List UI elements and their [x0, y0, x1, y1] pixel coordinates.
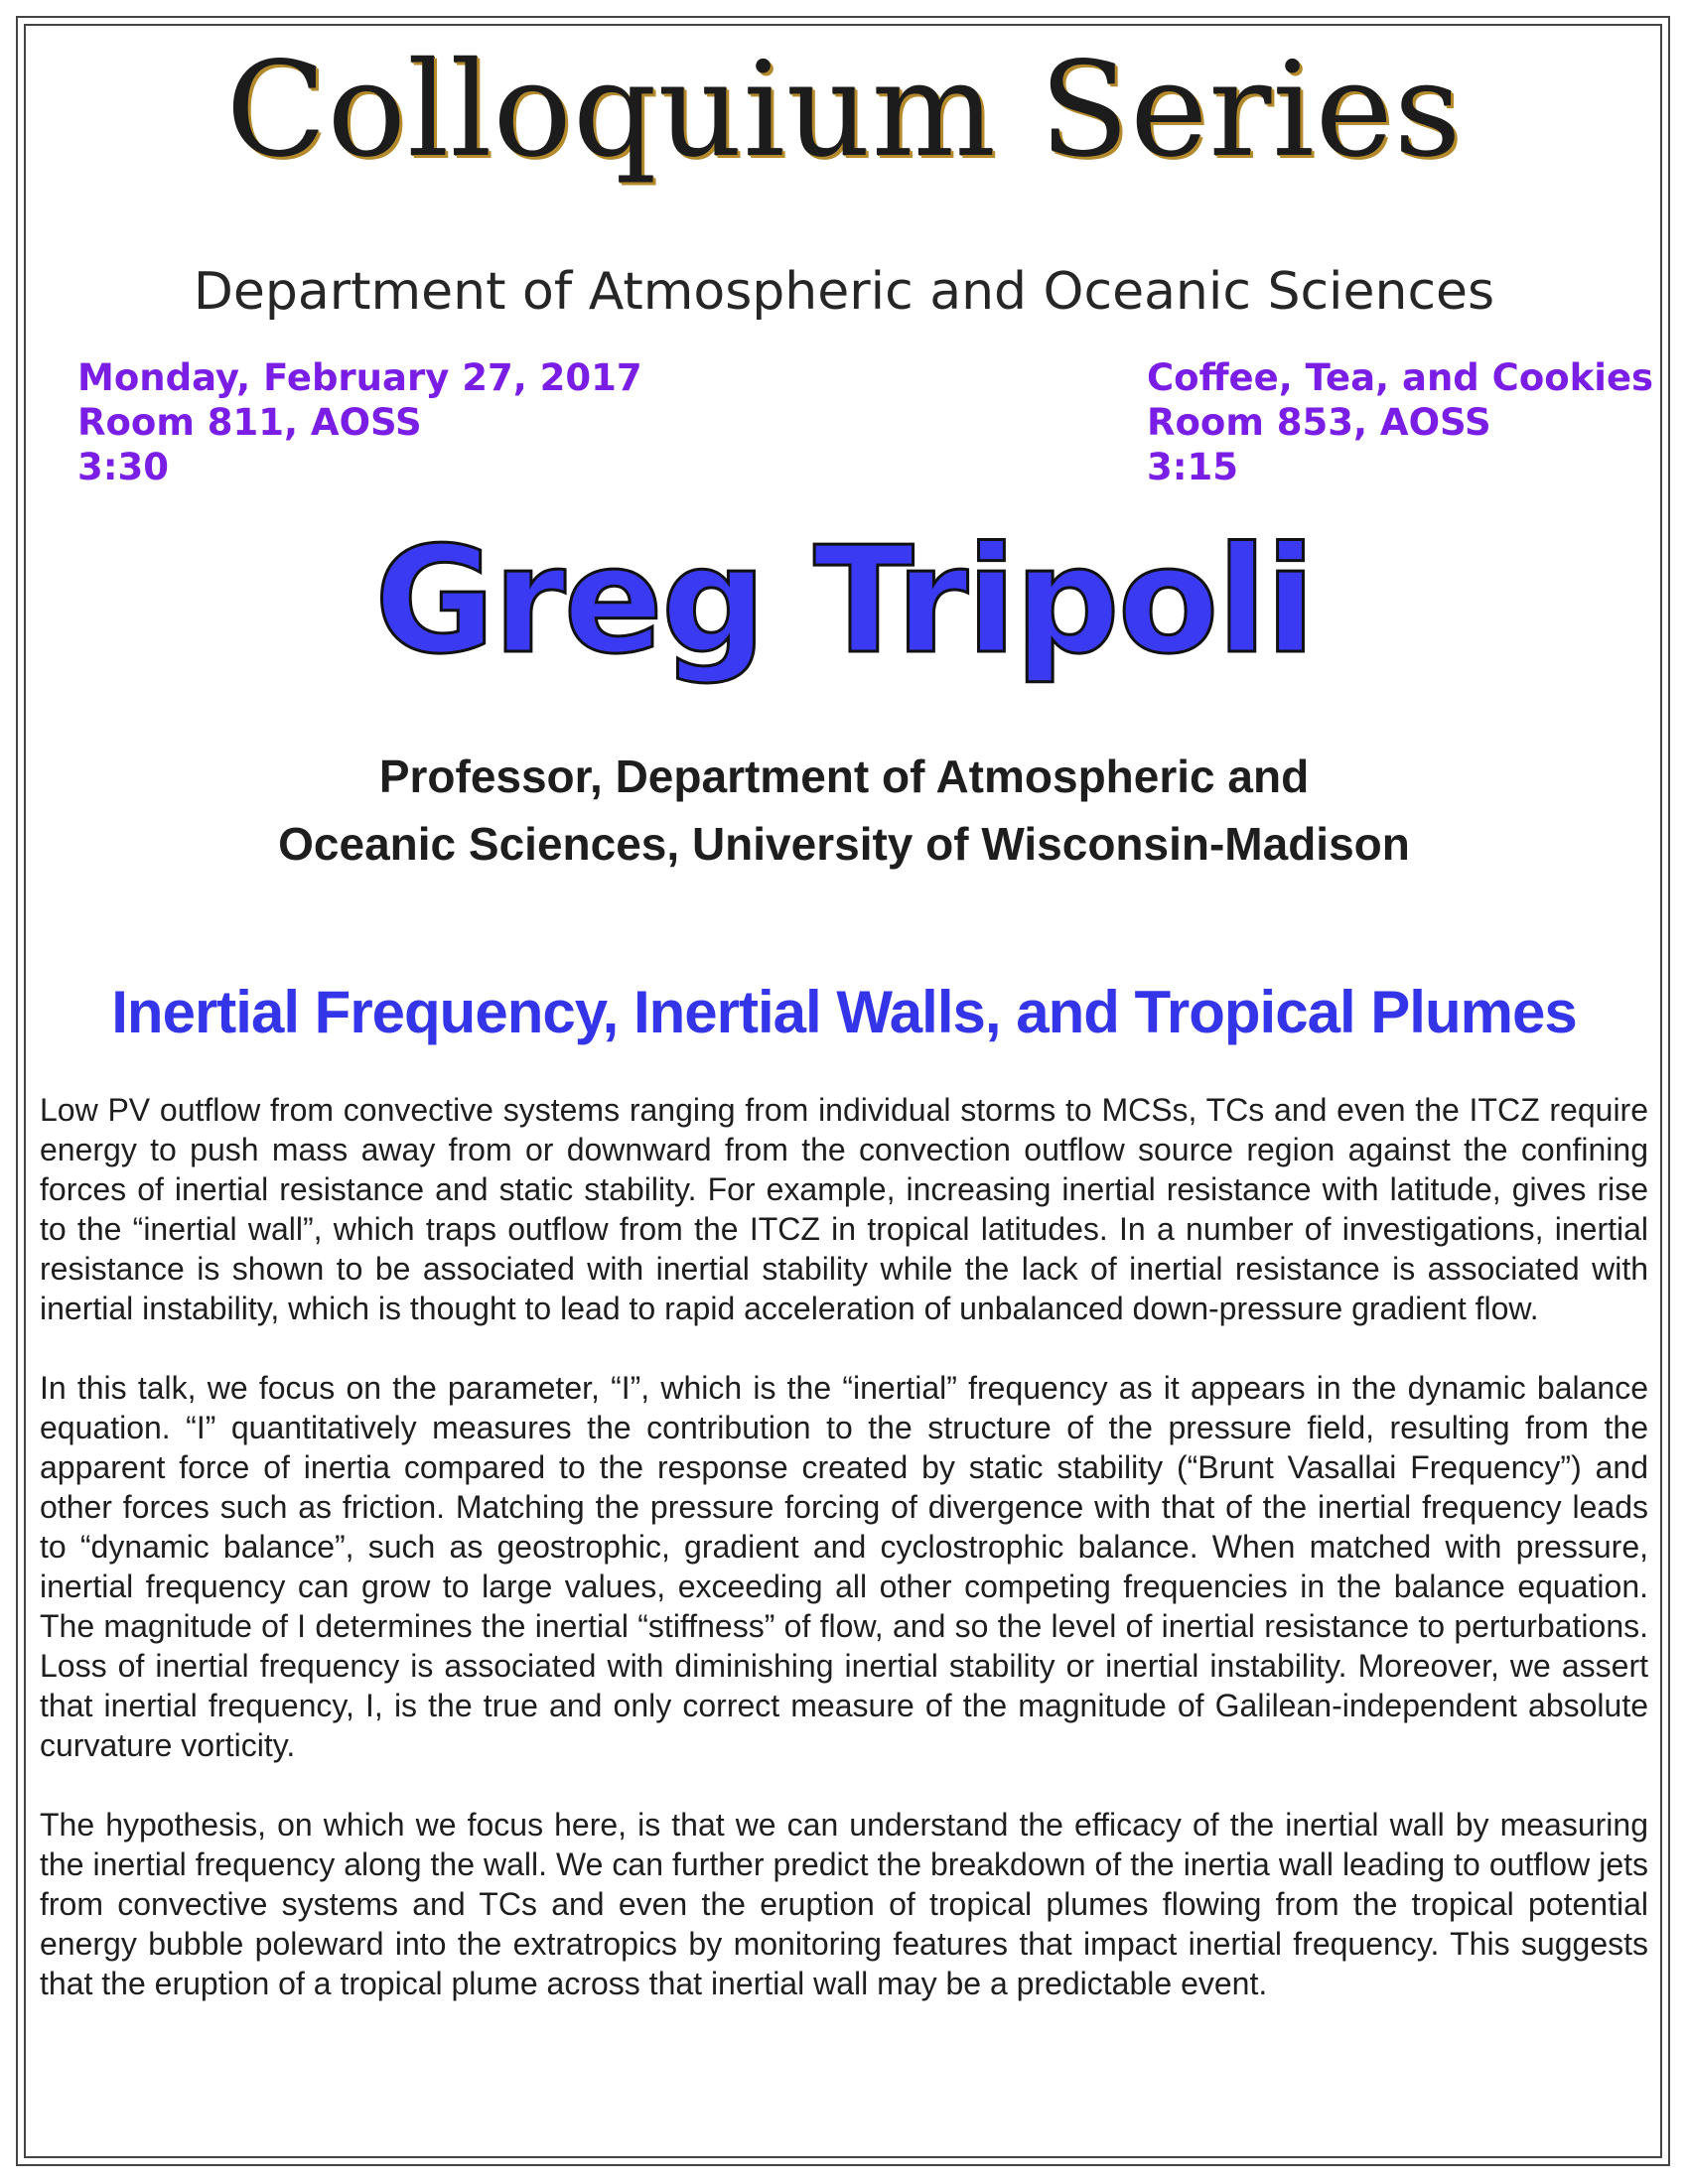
event-details: [77, 355, 642, 489]
abstract-paragraph-1: Low PV outflow from convective systems ranging from individual storms to MCSs, TCs and even the ITCZ require energy to push mass away from or downward from the convection outflow source region against the confining forces of inertial resistance and static stability. For example, increasing inertial resistance with latitude, gives rise to the “inertial wall”, which traps outflow from the ITCZ in tropical latitudes. In a number of investigations, inertial resistance is shown to be associated with inertial stability while the lack of inertial resistance is associated with inertial instability, which is thought to lead to rapid acceleration of unbalanced down-pressure gradient flow.: [40, 1092, 1648, 1326]
abstract-paragraph-3: The hypothesis, on which we focus here, is that we can understand the efficacy of the inertial wall by measuring the inertial frequency along the wall. We can further predict the breakdown of the inertia wall leading to outflow jets from convective systems and TCs and even the eruption of tropical plumes flowing from the tropical potential energy bubble poleward into the extratropics by monitoring features that impact inertial frequency. This suggests that the eruption of a tropical plume across that inertial wall may be a predictable event.: [40, 1807, 1648, 2001]
speaker-name: Greg Tripoli: [374, 515, 1314, 686]
refreshments-details: [1147, 355, 1653, 489]
event-date: Monday, February 27, 2017: [77, 356, 642, 399]
series-title: Colloquium Series: [225, 34, 1463, 187]
event-time: 3:30: [77, 446, 170, 488]
affiliation-line-1: Professor, Department of Atmospheric and: [378, 751, 1310, 802]
affiliation-line-2: Oceanic Sciences, University of Wisconsin-Madison: [278, 818, 1410, 870]
talk-abstract: [40, 1090, 1648, 2003]
refreshments-title: Coffee, Tea, and Cookies: [1147, 356, 1654, 399]
speaker-affiliation: [0, 743, 1688, 878]
abstract-paragraph-2: In this talk, we focus on the parameter, “I”, which is the “inertial” frequency as it appears in the dynamic balance equation. “I” quantitatively measures the contribution to the structure of the pressure field, resulting from the apparent force of inertia compared to the response created by static stability (“Brunt Vasallai Frequency”) and other forces such as friction. Matching the pressure forcing of divergence with that of the inertial frequency leads to “dynamic balance”, such as geostrophic, gradient and cyclostrophic balance. When matched with pressure, inertial frequency can grow to large values, exceeding all other competing frequencies in the balance equation. The magnitude of I determines the inertial “stiffness” of flow, and so the level of inertial resistance to perturbations. Loss of inertial frequency is associated with diminishing inertial stability or inertial instability. Moreover, we assert that inertial frequency, I, is the true and only correct measure of the magnitude of Galilean-independent absolute curvature vorticity.: [40, 1370, 1648, 1763]
talk-title: Inertial Frequency, Inertial Walls, and Tropical Plumes: [111, 979, 1577, 1045]
refreshments-room: Room 853, AOSS: [1147, 401, 1491, 444]
department-name: Department of Atmospheric and Oceanic Sciences: [193, 262, 1495, 322]
refreshments-time: 3:15: [1147, 446, 1239, 488]
event-room: Room 811, AOSS: [77, 401, 422, 444]
